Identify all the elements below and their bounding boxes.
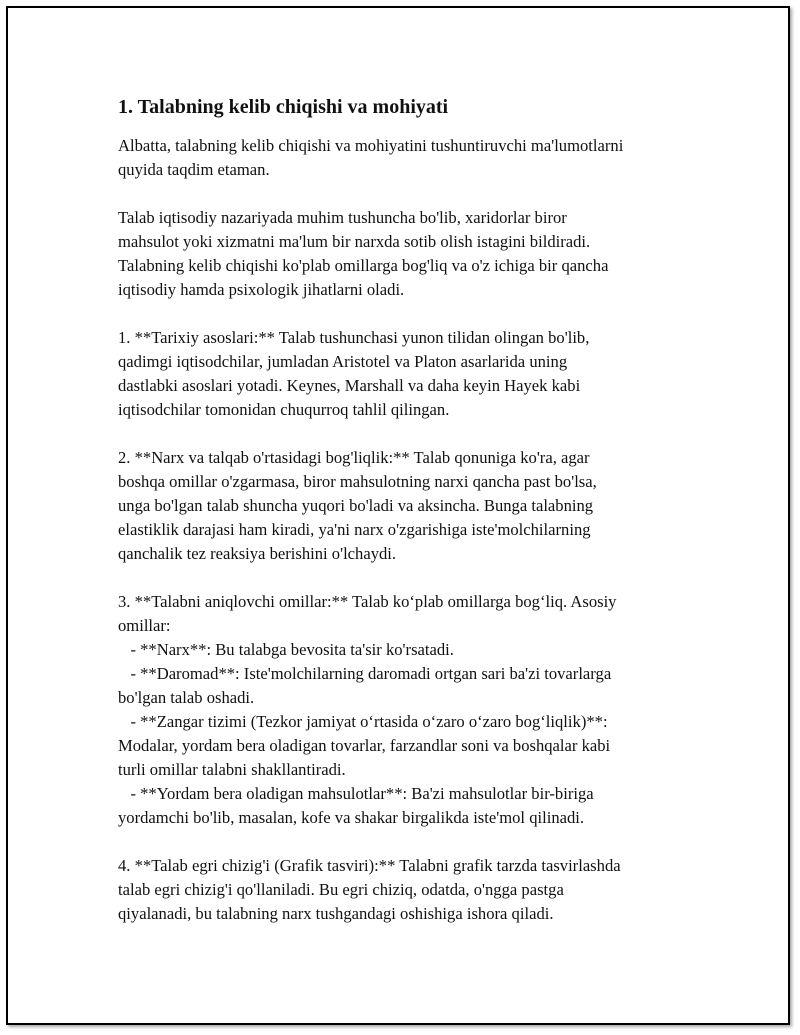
- text-line: Modalar, yordam bera oladigan tovarlar, farzandlar soni va boshqalar kabi: [118, 736, 611, 755]
- text-line: 2. **Narx va talqab o'rtasidagi bog'liqlik:** Talab qonuniga ko'ra, agar: [118, 448, 590, 467]
- text-line: iqtisodchilar tomonidan chuqurroq tahlil qilingan.: [118, 400, 450, 419]
- text-line: quyida taqdim etaman.: [118, 160, 270, 179]
- text-line: dastlabki asoslari yotadi. Keynes, Marshall va daha keyin Hayek kabi: [118, 376, 581, 395]
- paragraph-historical-basis: [118, 326, 693, 422]
- text-line: Talabning kelib chiqishi ko'plab omillarga bog'liq va o'z ichiga bir qancha: [118, 256, 609, 275]
- text-line: elastiklik darajasi ham kiradi, ya'ni narx o'zgarishiga iste'molchilarning: [118, 520, 591, 539]
- text-line: 4. **Talab egri chizig'i (Grafik tasviri):** Talabni grafik tarzda tasvirlashda: [118, 856, 621, 875]
- text-line: 1. **Tarixiy asoslari:** Talab tushunchasi yunon tilidan olingan bo'lib,: [118, 328, 590, 347]
- text-line: bo'lgan talab oshadi.: [118, 688, 255, 707]
- text-line: yordamchi bo'lib, masalan, kofe va shakar birgalikda iste'mol qilinadi.: [118, 808, 585, 827]
- text-line: Talab iqtisodiy nazariyada muhim tushuncha bo'lib, xaridorlar biror: [118, 208, 567, 227]
- text-line: qiyalanadi, bu talabning narx tushgandagi oshishiga ishora qiladi.: [118, 904, 554, 923]
- text-line: - **Yordam bera oladigan mahsulotlar**: Ba'zi mahsulotlar bir-biriga: [118, 784, 594, 803]
- text-line: Albatta, talabning kelib chiqishi va mohiyatini tushuntiruvchi ma'lumotlarni: [118, 136, 624, 155]
- paragraph-definition: [118, 206, 693, 302]
- paragraph-demand-curve: [118, 854, 693, 926]
- paragraph-intro: [118, 134, 693, 182]
- text-line: - **Daromad**: Iste'molchilarning daromadi ortgan sari ba'zi tovarlarga: [118, 664, 612, 683]
- text-line: talab egri chizig'i qo'llaniladi. Bu egri chiziq, odatda, o'ngga pastga: [118, 880, 564, 899]
- paragraph-price-demand: [118, 446, 693, 566]
- text-line: mahsulot yoki xizmatni ma'lum bir narxda sotib olish istagini bildiradi.: [118, 232, 591, 251]
- text-line: boshqa omillar o'zgarmasa, biror mahsulotning narxi qancha past bo'lsa,: [118, 472, 597, 491]
- paragraph-determinants: [118, 590, 693, 830]
- text-line: qanchalik tez reaksiya berishini o'lchaydi.: [118, 544, 397, 563]
- text-line: - **Narx**: Bu talabga bevosita ta'sir ko'rsatadi.: [118, 640, 454, 659]
- text-line: 3. **Talabni aniqlovchi omillar:** Talab koʻplab omillarga bogʻliq. Asosiy: [118, 592, 617, 611]
- text-line: turli omillar talabni shakllantiradi.: [118, 760, 346, 779]
- text-line: - **Zangar tizimi (Tezkor jamiyat oʻrtasida oʻzaro oʻzaro bogʻliqlik)**:: [118, 712, 608, 731]
- text-line: iqtisodiy hamda psixologik jihatlarni oladi.: [118, 280, 405, 299]
- section-heading: 1. Talabning kelib chiqishi va mohiyati: [118, 96, 449, 118]
- text-line: qadimgi iqtisodchilar, jumladan Aristotel va Platon asarlarida uning: [118, 352, 568, 371]
- document-page: [6, 6, 790, 1025]
- document-content: [118, 94, 693, 950]
- text-line: omillar:: [118, 616, 171, 635]
- text-line: unga bo'lgan talab shuncha yuqori bo'ladi va aksincha. Bunga talabning: [118, 496, 594, 515]
